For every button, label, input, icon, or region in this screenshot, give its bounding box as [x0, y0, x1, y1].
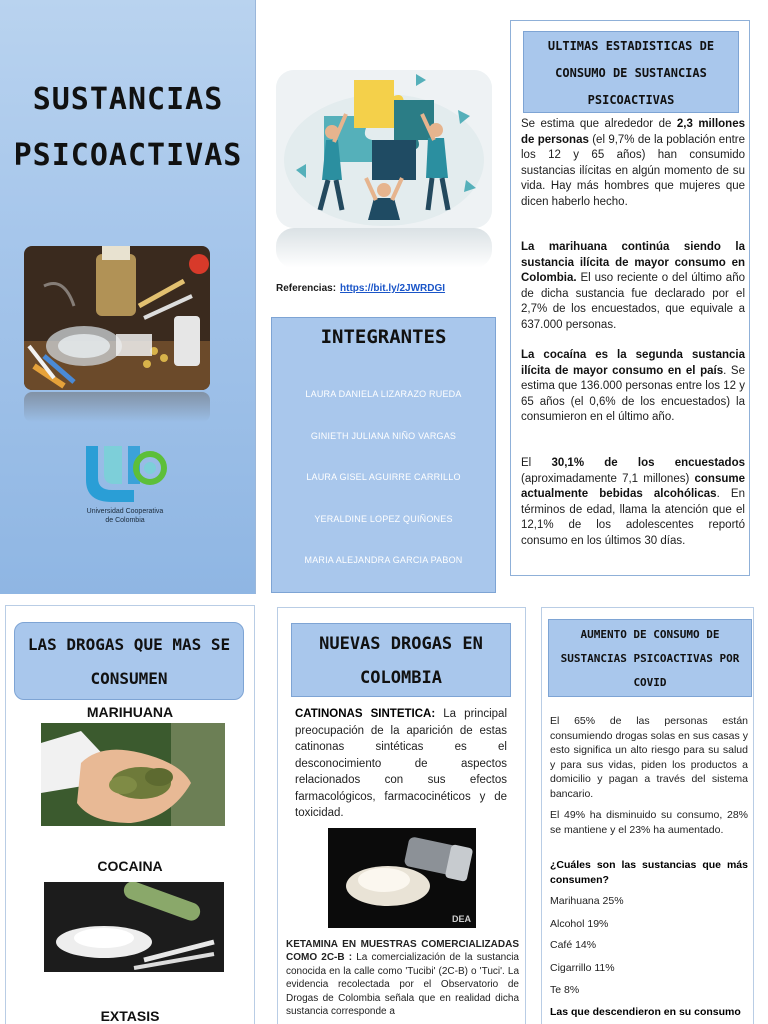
statistics-title-line3: PSICOACTIVAS [587, 93, 675, 107]
puzzle-reflection [276, 228, 492, 268]
text-span: La comercialización de la sustancia conocida en la calle como 'Tucibi' (2C-B) o 'Tuci'. La evidencia recolectada por el Observatorio de Drogas de Colombia señala que en realidad dicha sustancia corresponde a [286, 952, 519, 1018]
statistics-title-line1: ULTIMAS ESTADISTICAS DE [547, 39, 715, 53]
member-item: MARIA ALEJANDRA GARCIA PABON [304, 555, 463, 565]
covid-question [550, 858, 748, 887]
text-emphasis: 2,3 millones de personas [521, 118, 745, 146]
text-span: (aproximadamente 7,1 millones) [521, 472, 695, 485]
references-label: Referencias: [276, 283, 337, 294]
statistics-panel [510, 20, 750, 576]
substance-list-item: Marihuana 25% [550, 895, 624, 907]
catinonas-paragraph [295, 706, 507, 822]
most-consumed-title-line1: LAS DROGAS QUE MAS SE [27, 635, 231, 654]
references-link[interactable]: https://bit.ly/2JWRDGI [340, 283, 446, 294]
member-item: GINIETH JULIANA NIÑO VARGAS [310, 431, 457, 441]
text-emphasis: La marihuana continúa siendo la sustancia ilícita de mayor consumo en Colombia. [521, 241, 745, 285]
text-span: Se estima que alrededor de [521, 118, 677, 130]
covid-title-line1: AUMENTO DE CONSUMO DE [580, 628, 720, 641]
new-drugs-panel [277, 607, 526, 1024]
most-consumed-title-line2: CONSUMEN [90, 669, 168, 688]
cover-title [0, 72, 256, 184]
member-item: LAURA GISEL AGUIRRE CARRILLO [306, 472, 461, 482]
drug-label-marihuana: MARIHUANA [86, 704, 174, 720]
references [276, 283, 496, 294]
text-span: . En términos de edad, llama la atención que el 12,1% de los adolescentes reportó consumo en los últimos 30 días. [521, 488, 745, 547]
text-emphasis: 30,1% de los encuestados [551, 457, 745, 469]
statistics-title-line2: CONSUMO DE SUSTANCIAS [555, 66, 707, 80]
drug-label-cocaina: COCAINA [97, 858, 163, 874]
university-line2: de Colombia [105, 517, 145, 524]
ucc-logo [78, 444, 168, 511]
text-emphasis: ¿Cuáles son las sustancias que más consumen? [550, 859, 748, 886]
cover-title-line2: PSICOACTIVAS [13, 138, 243, 173]
statistic-paragraph-3 [521, 348, 745, 426]
covid-closing-line [550, 1005, 748, 1020]
text-span: El uso reciente o del último año de dicha sustancia fue declarado por el 2,7% de los encuestados, que equivale a 637.000 personas. [521, 272, 745, 331]
text-span: (el 9,7% de la población entre los 12 y 65 años) han consumido sustancias ilícitas en algún momento de su vida. Hay más hombres que mujeres que dicen haberlo hecho. [521, 133, 746, 208]
member-item: YERALDINE LOPEZ QUIÑONES [314, 514, 453, 524]
cover-panel [0, 0, 256, 594]
most-consumed-drugs-panel [5, 605, 255, 1024]
photo-watermark: DEA [452, 914, 472, 924]
most-consumed-title [14, 622, 244, 700]
statistic-paragraph-2 [521, 240, 745, 334]
text-emphasis: consume actualmente bebidas alcohólicas [521, 472, 745, 501]
text-emphasis: CATINONAS SINTETICA: [295, 708, 436, 720]
new-drugs-title-line2: COLOMBIA [360, 668, 442, 688]
text-span: La principal preocupación de la aparición de estas catinonas sintéticas es el desconocimiento de aspectos relacionados con sus efectos farmacológicos, farmacocinéticos y de toxicidad. [295, 708, 507, 819]
drugs-photo [24, 246, 210, 390]
text-emphasis: La cocaína es la segunda sustancia ilícita de mayor consumo en el país [521, 349, 745, 377]
new-drugs-title-line1: NUEVAS DROGAS EN [319, 634, 483, 654]
statistics-title [523, 31, 739, 113]
university-line1: Universidad Cooperativa [86, 508, 164, 515]
text-emphasis: KETAMINA EN MUESTRAS COMERCIALIZADAS COMO 2C-B : [286, 939, 519, 964]
statistic-paragraph-4 [521, 456, 745, 550]
text-span: . Se estima que 136.000 personas entre los 12 y 65 años (el 0,6% de los encuestados) la consumieron en el último año. [521, 364, 745, 424]
teamwork-puzzle-illustration [276, 70, 492, 228]
covid-title-line3: COVID [633, 676, 667, 689]
substance-list-item: Alcohol 19% [550, 918, 609, 930]
new-drugs-title [291, 623, 511, 697]
substance-list-item: Te 8% [550, 984, 580, 996]
text-emphasis: Las que descendieron en su consumo [550, 1006, 741, 1018]
covid-panel [541, 607, 754, 1024]
marihuana-photo [41, 723, 225, 826]
cocaine-photo [44, 882, 224, 972]
drugs-photo-reflection [24, 392, 210, 422]
crystal-drug-photo [328, 828, 476, 928]
members-title: INTEGRANTES [320, 326, 447, 348]
ketamina-paragraph [286, 938, 519, 1018]
covid-title-line2: SUSTANCIAS PSICOACTIVAS POR [560, 652, 740, 665]
drug-label-extasis: EXTASIS [100, 1008, 160, 1024]
substance-list-item: Cigarrillo 11% [550, 962, 615, 974]
covid-paragraph-1: El 65% de las personas están consumiendo drogas solas en sus casas y esto significa un alto riesgo para su salud y para sus vidas, piden los productos a domicilio y pagan a través del sistema bancario. [550, 715, 748, 800]
covid-title [548, 619, 752, 697]
substance-list-item: Café 14% [550, 939, 597, 951]
text-span: El [521, 457, 552, 469]
covid-paragraph-2: El 49% ha disminuido su consumo, 28% se mantiene y el 23% ha aumentado. [550, 809, 748, 836]
statistic-paragraph-1 [521, 117, 745, 211]
cover-title-line1: SUSTANCIAS [32, 82, 224, 117]
member-item: LAURA DANIELA LIZARAZO RUEDA [305, 389, 462, 399]
university-caption [60, 507, 190, 525]
members-panel [271, 317, 496, 593]
